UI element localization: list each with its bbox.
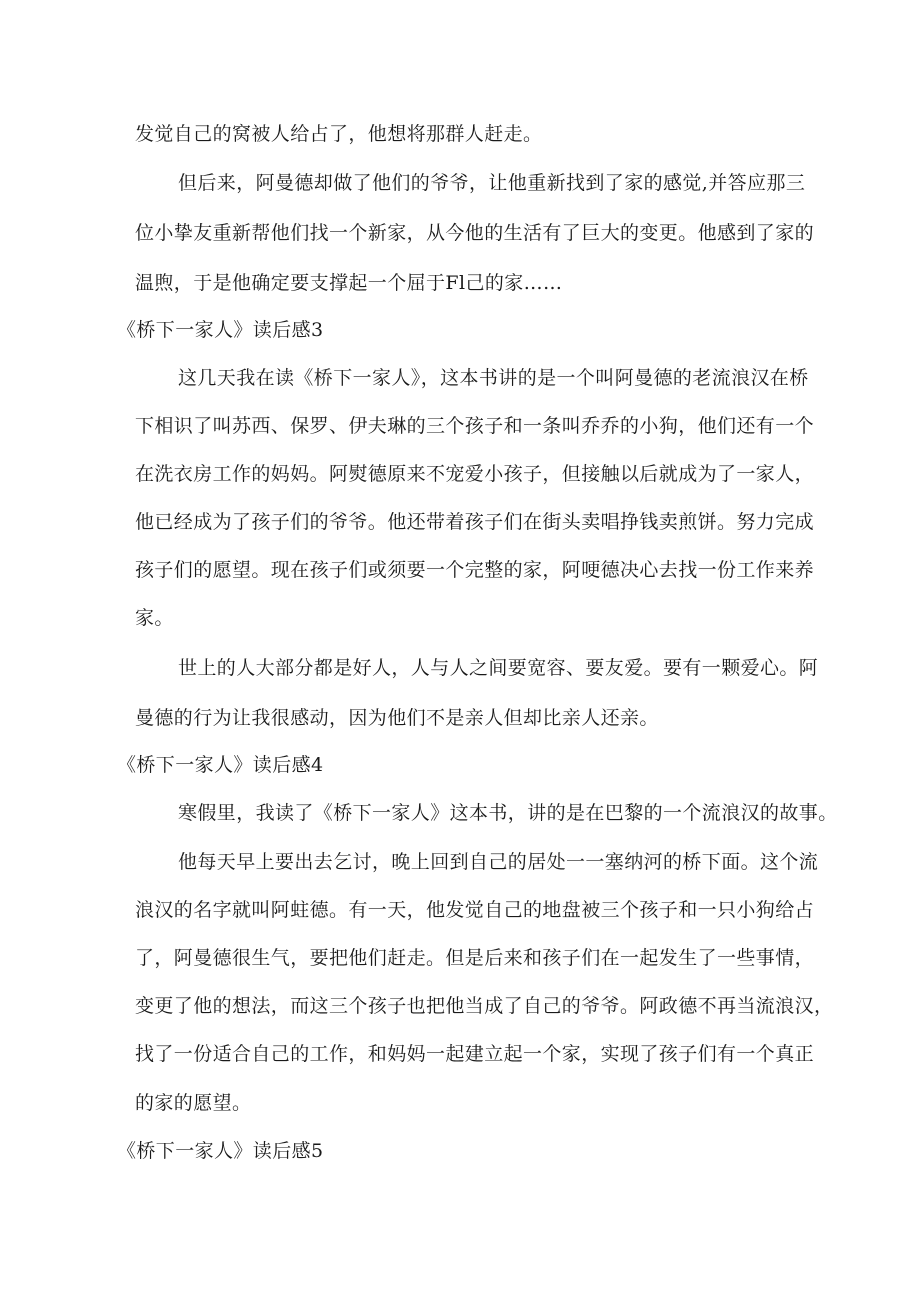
paragraph-line: 家。 [135, 607, 174, 629]
section-heading: 《桥下一家人》读后感5 [117, 1140, 324, 1162]
section-heading: 《桥下一家人》读后感4 [117, 754, 324, 776]
paragraph-line: 发觉自己的窝被人给占了，他想将那群人赶走。 [135, 123, 543, 145]
paragraph-line: 他每天早上要出去乞讨，晚上回到自己的居处一一塞纳河的桥下面。这个流 [178, 851, 819, 873]
paragraph-line: 世上的人大部分都是好人，人与人之间要宽容、要友爱。要有一颗爱心。阿 [178, 657, 819, 679]
paragraph-line: 寒假里，我读了《桥下一家人》这本书，讲的是在巴黎的一个流浪汉的故事。 [178, 802, 838, 824]
paragraph-line: 这几天我在读《桥下一家人》，这本书讲的是一个叫阿曼德的老流浪汉在桥 [178, 367, 809, 389]
paragraph-line: 孩子们的愿望。现在孩子们或须要一个完整的家，阿哽德决心去找一份工作来养 [135, 559, 815, 581]
paragraph-line: 曼德的行为让我很感动，因为他们不是亲人但却比亲人还亲。 [135, 707, 659, 729]
paragraph-line: 温煦，于是他确定要支撑起一个屈于Fl己的家…… [135, 272, 563, 294]
paragraph-line: 在洗衣房工作的妈妈。阿熨德原来不宠爱小孩子，但接触以后就成为了一家人， [135, 463, 815, 485]
paragraph-line: 变更了他的想法，而这三个孩子也把他当成了自己的爷爷。阿政德不再当流浪汉， [135, 995, 834, 1017]
paragraph-line: 找了一份适合自己的工作，和妈妈一起建立起一个家，实现了孩子们有一个真正 [135, 1043, 815, 1065]
paragraph-line: 但后来，阿曼德却做了他们的爷爷，让他重新找到了家的感觉,并答应那三 [178, 172, 806, 194]
paragraph-line: 的家的愿望。 [135, 1092, 252, 1114]
paragraph-line: 下相识了叫苏西、保罗、伊夫琳的三个孩子和一条叫乔乔的小狗，他们还有一个 [135, 415, 815, 437]
paragraph-line: 浪汉的名字就叫阿蛀德。有一天，他发觉自己的地盘被三个孩子和一只小狗给占 [135, 899, 815, 921]
paragraph-line: 了，阿曼德很生气，要把他们赶走。但是后来和孩子们在一起发生了一些事情， [135, 947, 815, 969]
paragraph-line: 他已经成为了孩子们的爷爷。他还带着孩子们在街头卖唱挣钱卖煎饼。努力完成 [135, 511, 815, 533]
section-heading: 《桥下一家人》读后感3 [117, 319, 324, 341]
paragraph-line: 位小挚友重新帮他们找一个新家，从今他的生活有了巨大的变更。他感到了家的 [135, 222, 815, 244]
